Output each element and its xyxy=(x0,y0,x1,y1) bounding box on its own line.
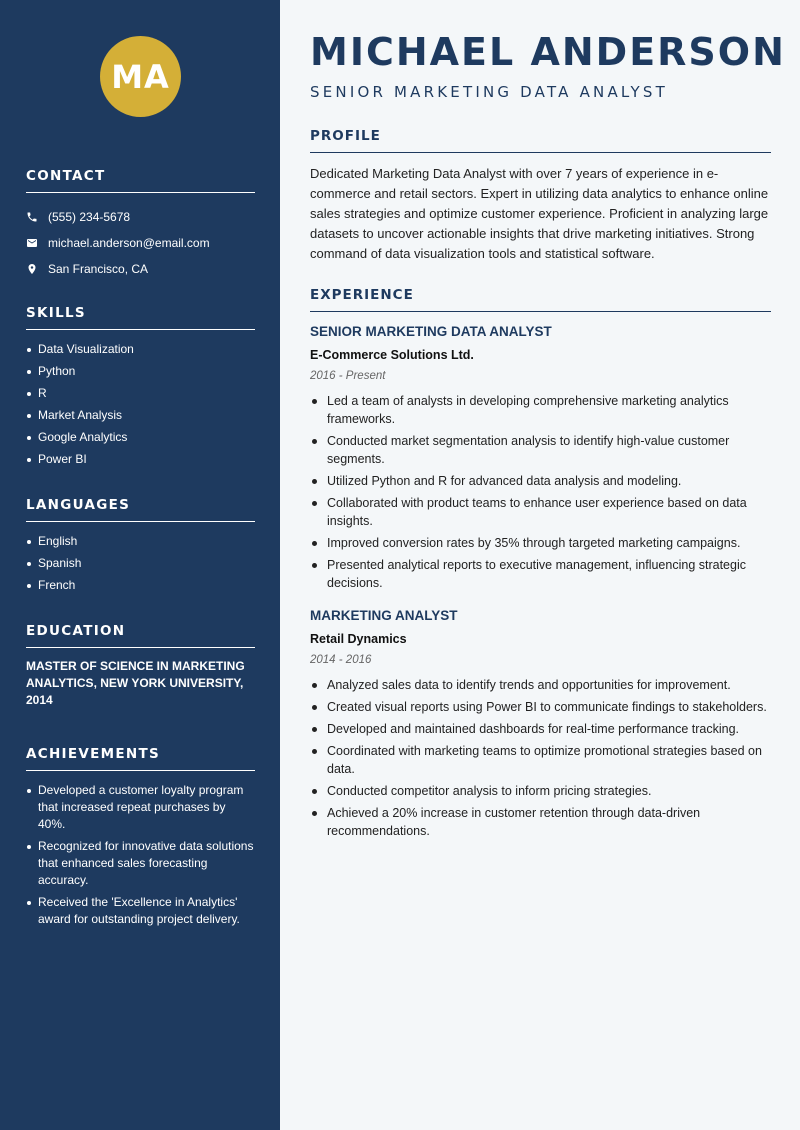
contact-email xyxy=(26,230,255,256)
contact-phone xyxy=(26,204,255,230)
job-entry xyxy=(310,608,771,840)
candidate-name: MICHAEL ANDERSON xyxy=(310,30,786,74)
skills-list xyxy=(26,341,255,468)
avatar-initials: MA xyxy=(100,36,181,117)
languages-list xyxy=(26,533,255,594)
email-icon xyxy=(26,237,38,249)
company-name: Retail Dynamics xyxy=(310,632,407,646)
skill-item: Python xyxy=(26,363,255,380)
location-pin-icon xyxy=(26,263,38,275)
job-bullet: Collaborated with product teams to enhance user experience based on data insights. xyxy=(310,494,771,530)
skill-item: Data Visualization xyxy=(26,341,255,358)
profile-section xyxy=(310,128,771,264)
achievement-item: Developed a customer loyalty program that increased repeat purchases by 40%. xyxy=(26,782,255,833)
languages-heading: LANGUAGES xyxy=(26,497,255,522)
job-bullet: Led a team of analysts in developing comprehensive marketing analytics frameworks. xyxy=(310,392,771,428)
achievement-item: Recognized for innovative data solutions that enhanced sales forecasting accuracy. xyxy=(26,838,255,889)
job-bullet: Developed and maintained dashboards for real-time performance tracking. xyxy=(310,720,771,738)
achievements-heading: ACHIEVEMENTS xyxy=(26,746,255,771)
language-item: Spanish xyxy=(26,555,255,572)
skill-item: R xyxy=(26,385,255,402)
experience-section xyxy=(310,287,771,844)
job-bullet: Achieved a 20% increase in customer retention through data-driven recommendations. xyxy=(310,804,771,840)
sidebar xyxy=(0,0,280,1130)
job-bullets xyxy=(310,676,771,840)
job-bullet: Presented analytical reports to executive management, influencing strategic decisions. xyxy=(310,556,771,592)
contact-section xyxy=(26,168,255,282)
skills-section xyxy=(26,305,255,473)
location-text: San Francisco, CA xyxy=(48,262,149,276)
education-degree: MASTER OF SCIENCE IN MARKETING ANALYTICS, NEW YORK UNIVERSITY, 2014 xyxy=(26,659,245,707)
candidate-title: SENIOR MARKETING DATA ANALYST xyxy=(310,83,668,101)
job-dates: 2016 - Present xyxy=(310,370,386,382)
email-text: michael.anderson@email.com xyxy=(48,236,210,250)
job-dates: 2014 - 2016 xyxy=(310,654,372,666)
company-name: E-Commerce Solutions Ltd. xyxy=(310,348,474,362)
education-heading: EDUCATION xyxy=(26,623,255,648)
language-item: English xyxy=(26,533,255,550)
language-item: French xyxy=(26,577,255,594)
job-bullet: Improved conversion rates by 35% through targeted marketing campaigns. xyxy=(310,534,771,552)
phone-text: (555) 234-5678 xyxy=(48,210,131,224)
phone-icon xyxy=(26,211,38,223)
job-bullet: Conducted competitor analysis to inform pricing strategies. xyxy=(310,782,771,800)
profile-text: Dedicated Marketing Data Analyst with over 7 years of experience in e-commerce and retail sectors. Expert in utilizing data analytics to enhance online sales strategies and optimize customer experience. Proficient in analyzing large datasets to uncover actionable insights that drive marketing initiatives. Strong command of data visualization tools and statistical software. xyxy=(310,166,769,261)
profile-heading: PROFILE xyxy=(310,128,771,153)
skill-item: Power BI xyxy=(26,451,255,468)
job-bullets xyxy=(310,392,771,592)
achievements-list xyxy=(26,782,255,928)
experience-heading: EXPERIENCE xyxy=(310,287,771,312)
job-entry xyxy=(310,324,771,592)
job-title: MARKETING ANALYST xyxy=(310,608,458,623)
contact-location xyxy=(26,256,255,282)
languages-section xyxy=(26,497,255,599)
job-bullet: Coordinated with marketing teams to optimize promotional strategies based on data. xyxy=(310,742,771,778)
job-bullet: Created visual reports using Power BI to communicate findings to stakeholders. xyxy=(310,698,771,716)
job-bullet: Analyzed sales data to identify trends and opportunities for improvement. xyxy=(310,676,771,694)
job-bullet: Utilized Python and R for advanced data analysis and modeling. xyxy=(310,472,771,490)
contact-heading: CONTACT xyxy=(26,168,255,193)
job-bullet: Conducted market segmentation analysis to identify high-value customer segments. xyxy=(310,432,771,468)
skill-item: Google Analytics xyxy=(26,429,255,446)
education-section xyxy=(26,623,255,709)
skill-item: Market Analysis xyxy=(26,407,255,424)
contact-list xyxy=(26,204,255,282)
main-content xyxy=(280,0,800,1130)
achievement-item: Received the 'Excellence in Analytics' award for outstanding project delivery. xyxy=(26,894,255,928)
skills-heading: SKILLS xyxy=(26,305,255,330)
achievements-section xyxy=(26,746,255,933)
job-title: SENIOR MARKETING DATA ANALYST xyxy=(310,324,552,339)
